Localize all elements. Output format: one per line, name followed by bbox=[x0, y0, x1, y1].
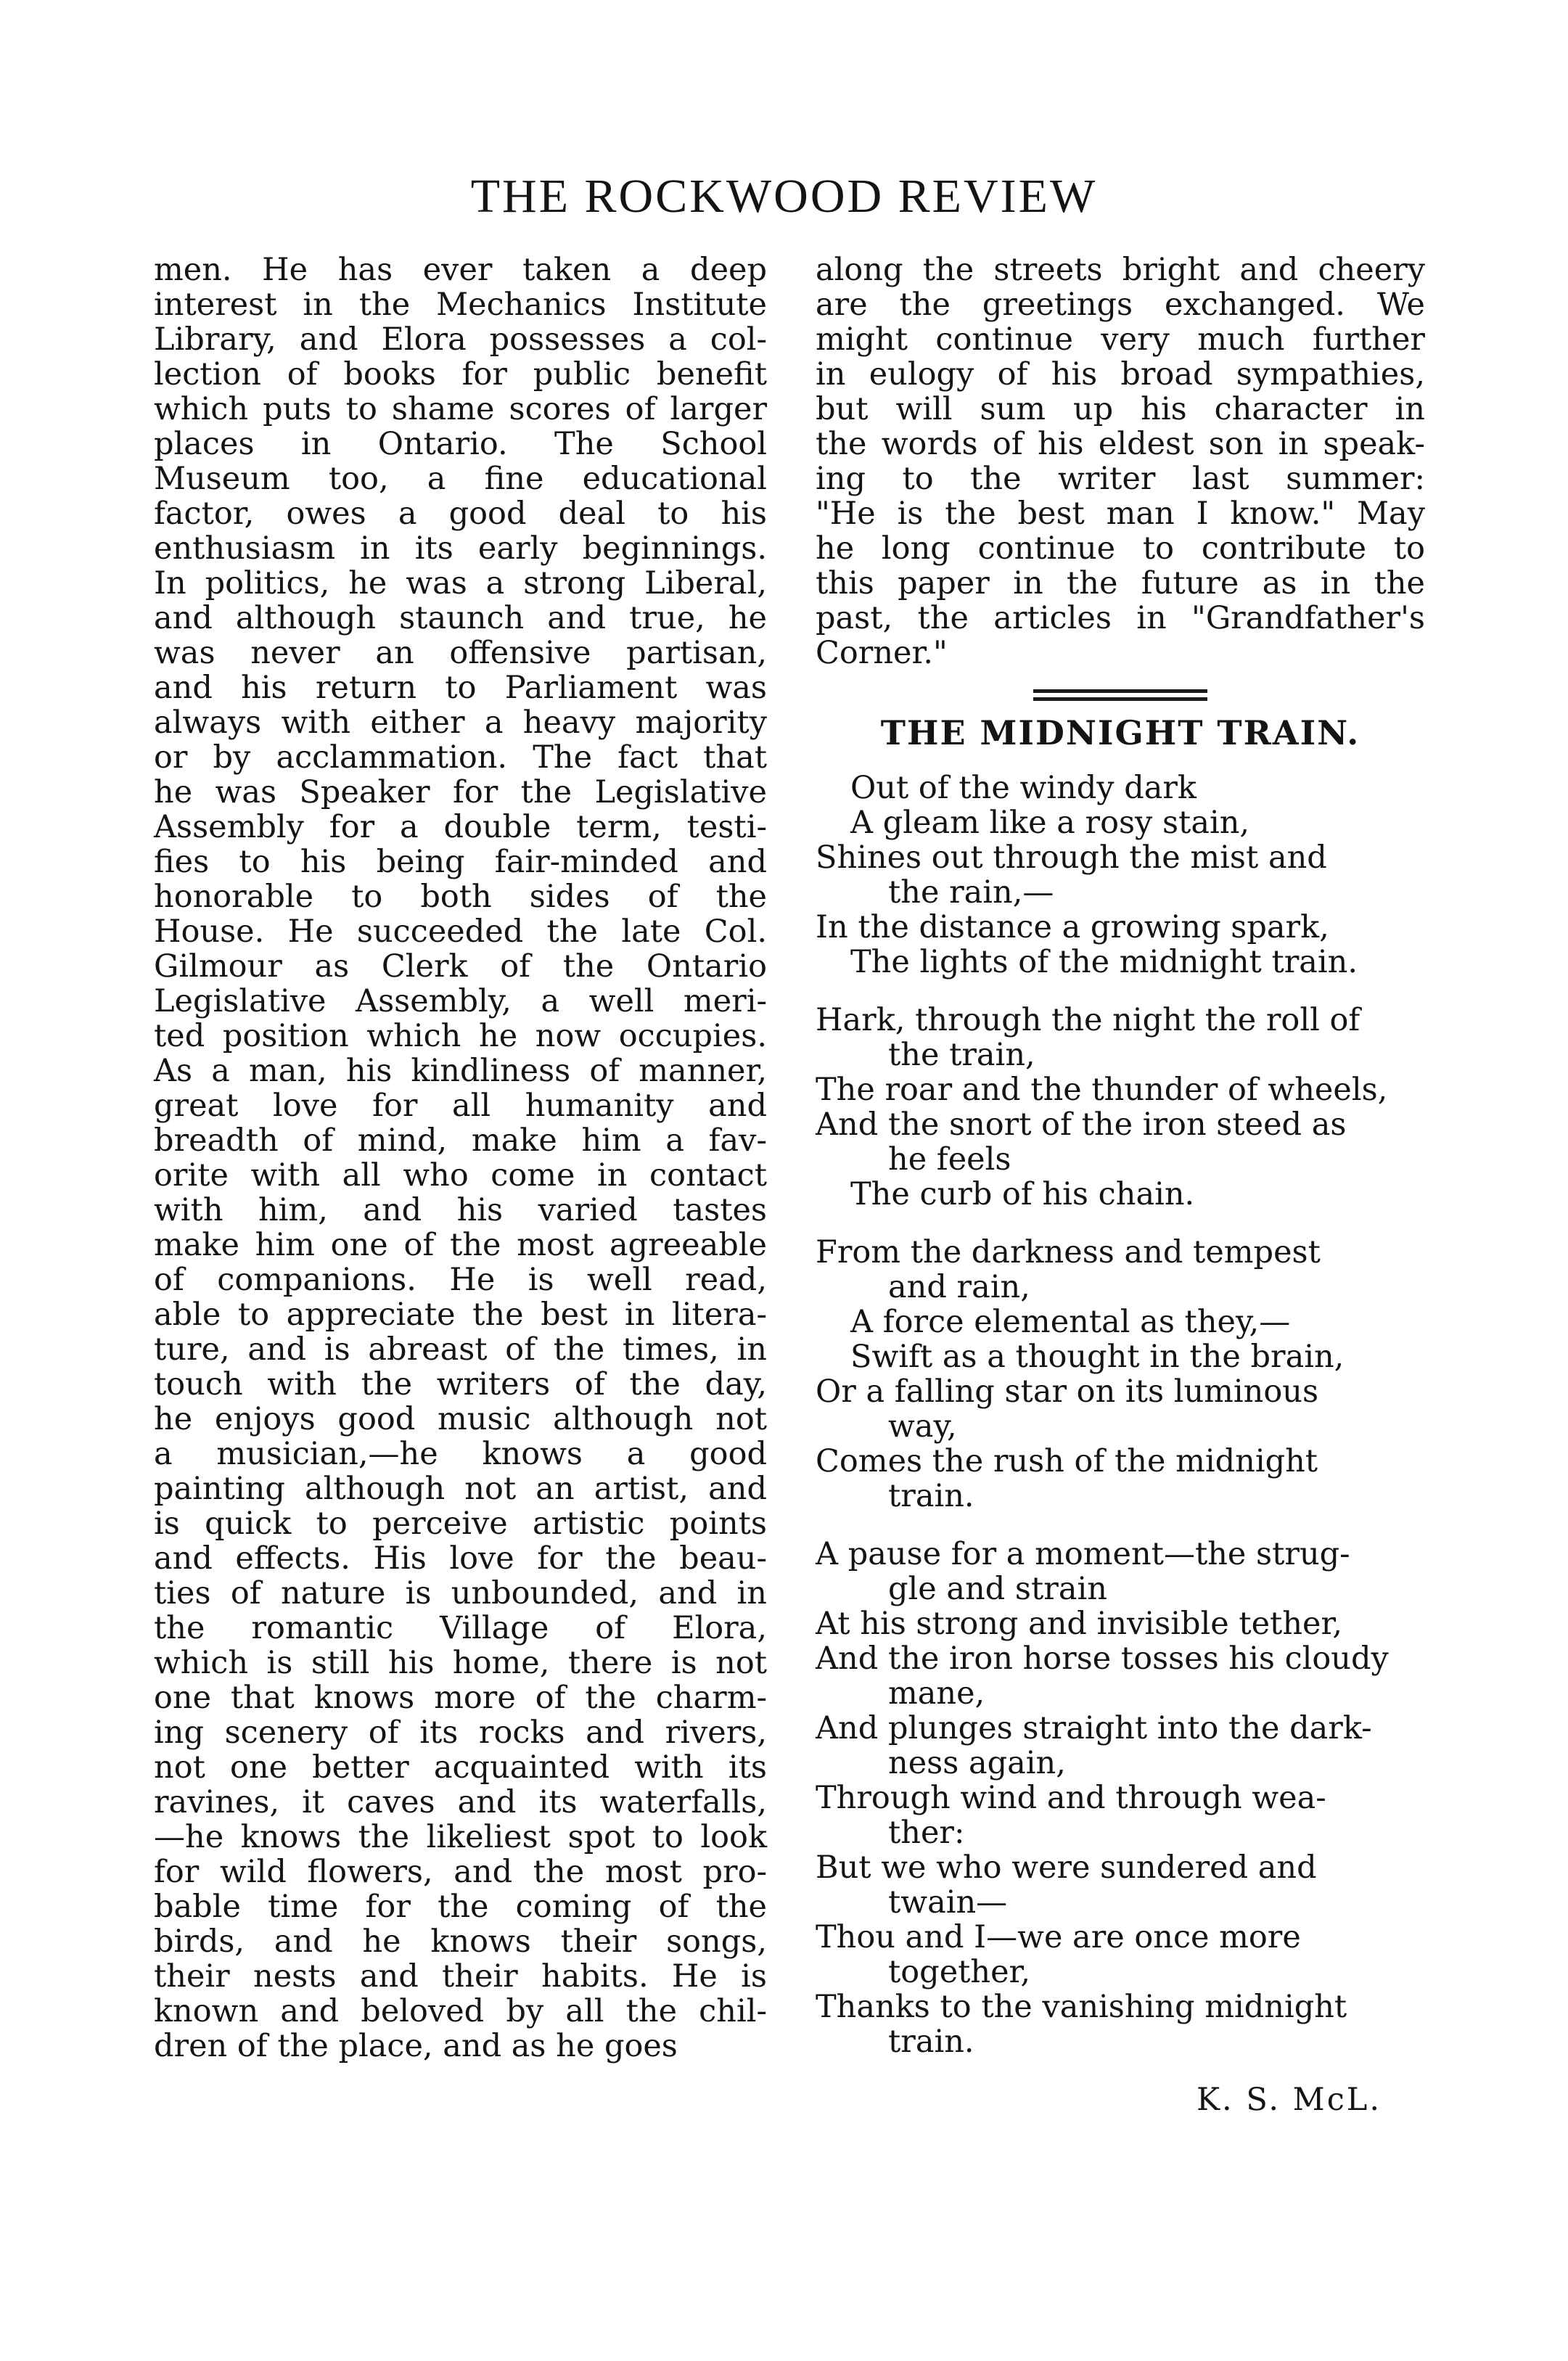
text-line: this paper in the future as in the bbox=[816, 565, 1425, 601]
text-line: ing scenery of its rocks and rivers, bbox=[154, 1715, 767, 1751]
section-divider bbox=[1033, 689, 1207, 701]
poem-line: At his strong and invisible tether, bbox=[816, 1606, 1342, 1642]
poem-line: And the iron horse tosses his cloudy bbox=[816, 1641, 1389, 1677]
text-line: one that knows more of the charm- bbox=[154, 1680, 767, 1716]
poem-line: way, bbox=[888, 1408, 957, 1445]
poem-line: Or a falling star on its luminous bbox=[816, 1374, 1319, 1410]
text-line: and effects. His love for the beau- bbox=[154, 1540, 767, 1577]
poem-line: twain— bbox=[888, 1884, 1008, 1921]
text-line: ravines, it caves and its waterfalls, bbox=[154, 1784, 767, 1820]
text-line: the words of his eldest son in speak- bbox=[816, 426, 1425, 462]
poem-line: ther: bbox=[888, 1815, 965, 1851]
text-line: of companions. He is well read, bbox=[154, 1262, 767, 1298]
text-line: not one better acquainted with its bbox=[154, 1749, 767, 1786]
poem-line: From the darkness and tempest bbox=[816, 1234, 1321, 1270]
text-line: House. He succeeded the late Col. bbox=[154, 913, 767, 950]
text-line: a musician,—he knows a good bbox=[154, 1436, 767, 1472]
poem-line: Thou and I—we are once more bbox=[816, 1919, 1301, 1955]
text-line: Corner." bbox=[816, 635, 948, 671]
text-line: are the greetings exchanged. We bbox=[816, 287, 1425, 323]
text-line: was never an offensive partisan, bbox=[154, 635, 767, 671]
poem-line: A gleam like a rosy stain, bbox=[850, 805, 1250, 841]
poem-line: together, bbox=[888, 1954, 1031, 1990]
text-line: great love for all humanity and bbox=[154, 1088, 767, 1124]
text-line: fies to his being fair-minded and bbox=[154, 844, 767, 880]
text-line: their nests and their habits. He is bbox=[154, 1958, 767, 1995]
text-line: men. He has ever taken a deep bbox=[154, 252, 767, 288]
right-column-prose bbox=[816, 252, 1425, 670]
text-line: In politics, he was a strong Liberal, bbox=[154, 565, 767, 601]
text-line: orite with all who come in contact bbox=[154, 1157, 767, 1194]
text-line: places in Ontario. The School bbox=[154, 426, 767, 462]
text-line: birds, and he knows their songs, bbox=[154, 1923, 767, 1960]
text-line: ture, and is abreast of the times, in bbox=[154, 1331, 767, 1368]
text-line: ing to the writer last summer: bbox=[816, 461, 1425, 497]
text-line: might continue very much further bbox=[816, 321, 1425, 358]
text-line: Library, and Elora possesses a col- bbox=[154, 321, 767, 358]
poem-line: And the snort of the iron steed as bbox=[816, 1106, 1347, 1143]
text-line: dren of the place, and as he goes bbox=[154, 2028, 678, 2064]
text-line: lection of books for public benefit bbox=[154, 356, 767, 393]
text-line: always with either a heavy majority bbox=[154, 705, 767, 741]
text-line: but will sum up his character in bbox=[816, 391, 1425, 427]
poem-line: train. bbox=[888, 1478, 974, 1514]
text-line: enthusiasm in its early beginnings. bbox=[154, 530, 767, 567]
text-line: for wild flowers, and the most pro- bbox=[154, 1854, 767, 1890]
poem-line: ness again, bbox=[888, 1745, 1066, 1781]
poem-line: the rain,— bbox=[888, 874, 1054, 911]
poem-line: The curb of his chain. bbox=[850, 1176, 1195, 1212]
poem-line: A force elemental as they,— bbox=[850, 1304, 1291, 1340]
poem-stanza bbox=[816, 1003, 1425, 1212]
text-line: he enjoys good music although not bbox=[154, 1401, 767, 1437]
text-line: the romantic Village of Elora, bbox=[154, 1610, 767, 1646]
text-line: known and beloved by all the chil- bbox=[154, 1993, 767, 2029]
poem-line: Through wind and through wea- bbox=[816, 1780, 1326, 1816]
text-line: able to appreciate the best in litera- bbox=[154, 1297, 767, 1333]
text-line: Museum too, a fine educational bbox=[154, 461, 767, 497]
poem-line: Thanks to the vanishing midnight bbox=[816, 1989, 1347, 2025]
text-line: painting although not an artist, and bbox=[154, 1471, 767, 1507]
text-line: along the streets bright and cheery bbox=[816, 252, 1425, 288]
text-line: Gilmour as Clerk of the Ontario bbox=[154, 948, 767, 985]
text-line: and although staunch and true, he bbox=[154, 600, 767, 636]
poem-line: And plunges straight into the dark- bbox=[816, 1710, 1372, 1746]
text-line: touch with the writers of the day, bbox=[154, 1366, 767, 1403]
poem-line: mane, bbox=[888, 1675, 985, 1712]
text-line: in eulogy of his broad sympathies, bbox=[816, 356, 1425, 393]
poem-line: Comes the rush of the midnight bbox=[816, 1443, 1318, 1479]
poem-line: The roar and the thunder of wheels, bbox=[816, 1072, 1388, 1108]
poem-line: he feels bbox=[888, 1141, 1011, 1178]
poem-line: gle and strain bbox=[888, 1571, 1107, 1607]
text-line: —he knows the likeliest spot to look bbox=[154, 1819, 767, 1855]
text-line: As a man, his kindliness of manner, bbox=[154, 1053, 767, 1089]
text-line: make him one of the most agreeable bbox=[154, 1227, 767, 1263]
poem-line: The lights of the midnight train. bbox=[850, 944, 1358, 980]
text-line: is quick to perceive artistic points bbox=[154, 1506, 767, 1542]
text-line: ties of nature is unbounded, and in bbox=[154, 1575, 767, 1611]
poem-body bbox=[816, 771, 1425, 2059]
text-line: breadth of mind, make him a fav- bbox=[154, 1122, 767, 1159]
text-line: and his return to Parliament was bbox=[154, 670, 767, 706]
poem-line: the train, bbox=[888, 1037, 1035, 1073]
text-line: bable time for the coming of the bbox=[154, 1889, 767, 1925]
text-line: honorable to both sides of the bbox=[154, 879, 767, 915]
poem-line: A pause for a moment—the strug- bbox=[816, 1536, 1350, 1572]
poem-line: Shines out through the mist and bbox=[816, 839, 1327, 876]
left-column-text bbox=[154, 252, 767, 2064]
poem-line: Out of the windy dark bbox=[850, 770, 1196, 806]
running-head: THE ROCKWOOD REVIEW bbox=[470, 170, 1098, 223]
text-line: with him, and his varied tastes bbox=[154, 1192, 767, 1228]
text-line: Legislative Assembly, a well meri- bbox=[154, 983, 767, 1019]
poem-line: In the distance a growing spark, bbox=[816, 909, 1329, 945]
poem-line: But we who were sundered and bbox=[816, 1849, 1317, 1886]
poem-stanza bbox=[816, 1235, 1425, 1514]
poem-line: and rain, bbox=[888, 1269, 1030, 1305]
text-line: he long continue to contribute to bbox=[816, 530, 1425, 567]
text-line: which puts to shame scores of larger bbox=[154, 391, 767, 427]
text-line: interest in the Mechanics Institute bbox=[154, 287, 767, 323]
text-line: which is still his home, there is not bbox=[154, 1645, 767, 1681]
poem-stanza bbox=[816, 1537, 1425, 2059]
text-line: he was Speaker for the Legislative bbox=[154, 774, 767, 810]
poem-title: THE MIDNIGHT TRAIN. bbox=[880, 713, 1360, 752]
poem-signature: K. S. McL. bbox=[1196, 2082, 1382, 2118]
poem-stanza bbox=[816, 771, 1425, 980]
text-line: ted position which he now occupies. bbox=[154, 1018, 767, 1054]
text-line: or by acclammation. The fact that bbox=[154, 739, 767, 776]
text-line: past, the articles in "Grandfather's bbox=[816, 600, 1425, 636]
text-line: Assembly for a double term, testi- bbox=[154, 809, 767, 845]
right-column bbox=[816, 252, 1425, 2117]
poem-line: Swift as a thought in the brain, bbox=[850, 1339, 1345, 1375]
poem-line: train. bbox=[888, 2024, 974, 2060]
poem-line: Hark, through the night the roll of bbox=[816, 1002, 1360, 1038]
text-line: factor, owes a good deal to his bbox=[154, 496, 767, 532]
text-line: "He is the best man I know." May bbox=[816, 496, 1425, 532]
